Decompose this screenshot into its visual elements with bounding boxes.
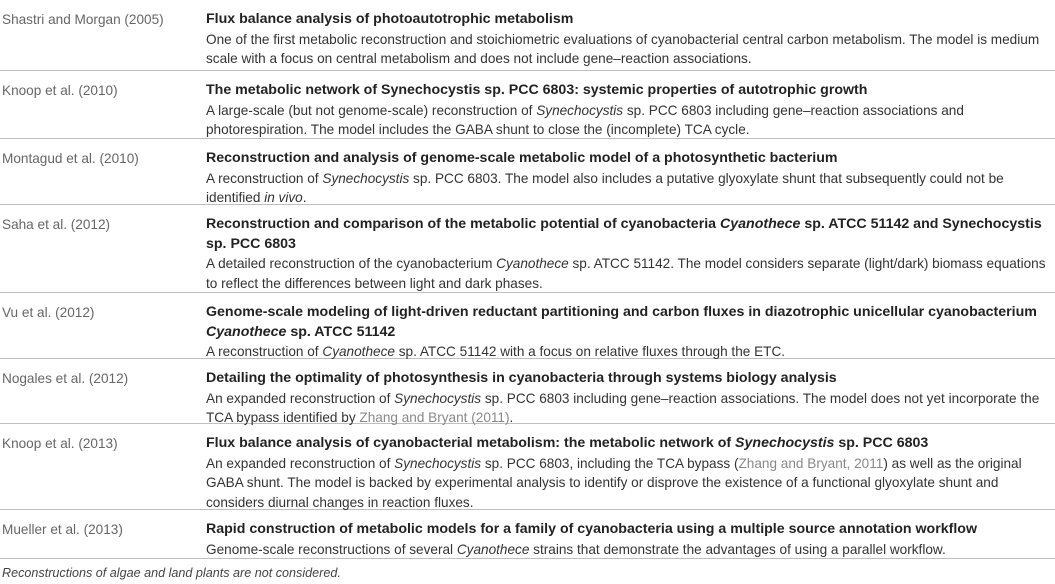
row-content — [206, 71, 1055, 138]
table-footnote: Reconstructions of algae and land plants are not considered. — [2, 566, 341, 580]
table-row — [0, 205, 1055, 293]
italic-term: Synechocystis — [322, 170, 410, 186]
text-segment: strains that demonstrate the advantages of using a parallel workflow. — [529, 541, 946, 557]
text-segment: sp. PCC 6803. The model also includes a putative glyoxylate shunt that subsequently could not be identified — [206, 170, 1004, 205]
row-citation: Knoop et al. (2013) — [2, 436, 118, 451]
text-segment: A large-scale (but not genome-scale) reconstruction of — [206, 102, 537, 118]
italic-term: Cyanothece — [206, 323, 287, 340]
row-description — [206, 454, 1051, 513]
italic-term: in vivo — [264, 190, 303, 205]
row-content — [206, 205, 1055, 292]
row-title — [206, 10, 1051, 30]
row-description — [206, 389, 1051, 428]
text-segment: Reconstruction and comparison of the metabolic potential of cyanobacteria — [206, 216, 720, 232]
text-segment: sp. ATCC 51142 and Synechocystis sp. PCC 6803 — [206, 216, 1042, 252]
text-segment: A detailed reconstruction of the cyanobacterium — [206, 256, 497, 271]
text-segment: sp. ATCC 51142 with a focus on relative fluxes through the ETC. — [394, 344, 786, 359]
text-segment: A reconstruction of — [206, 170, 323, 186]
italic-term: Synechocystis — [394, 455, 482, 471]
row-description — [206, 30, 1051, 69]
text-segment: sp. ATCC 51142. The model considers separate (light/dark) biomass equations to reflect the differences between light and dark phases. — [206, 256, 1046, 291]
italic-term: Synechocystis — [394, 390, 482, 406]
row-title — [206, 434, 1051, 454]
italic-term: Cyanothece — [496, 256, 569, 271]
text-segment: sp. PCC 6803 including gene–reaction associations and photorespiration. The model includes the GABA shunt to close the (incomplete) TCA cycle. — [206, 102, 964, 137]
row-title — [206, 81, 1051, 101]
italic-term: Cyanothece — [322, 344, 395, 359]
table-row — [0, 424, 1055, 510]
row-citation: Mueller et al. (2013) — [2, 522, 123, 537]
row-title — [206, 520, 1051, 540]
text-segment: Rapid construction of metabolic models for a family of cyanobacteria using a multiple source annotation workflow — [206, 521, 977, 537]
table-row — [0, 293, 1055, 359]
text-segment: An expanded reconstruction of — [206, 455, 395, 471]
reference-link[interactable]: Zhang and Bryant (2011) — [359, 410, 510, 425]
row-content — [206, 293, 1055, 358]
text-segment: sp. PCC 6803 including gene–reaction associations. The model does not yet incorporate the TCA bypass identified by — [206, 390, 1040, 425]
row-content — [206, 139, 1055, 204]
text-segment: Reconstruction and analysis of genome-scale metabolic model of a photosynthetic bacterium — [206, 150, 838, 166]
italic-term: Synechocystis — [735, 435, 835, 451]
row-title — [206, 149, 1051, 169]
italic-term: Cyanothece — [720, 216, 801, 232]
text-segment: Genome-scale reconstructions of several — [206, 541, 457, 557]
text-segment: Flux balance analysis of cyanobacterial metabolism: the metabolic network of — [206, 435, 736, 451]
row-citation: Knoop et al. (2010) — [2, 83, 118, 98]
text-segment: Detailing the optimality of photosynthesis in cyanobacteria through systems biology analysis — [206, 370, 837, 386]
text-segment: One of the first metabolic reconstruction and stoichiometric evaluations of cyanobacterial central carbon metabolism. The model is medium scale with a focus on central metabolism and does not include gene–reaction associations. — [206, 31, 1040, 66]
text-segment: Flux balance analysis of photoautotrophic metabolism — [206, 11, 574, 27]
text-segment: . — [509, 410, 514, 425]
text-segment: The metabolic network of Synechocystis sp. PCC 6803: systemic properties of autotrophic growth — [206, 82, 868, 98]
text-segment: An expanded reconstruction of — [206, 390, 395, 406]
reference-link[interactable]: Zhang and Bryant, 2011 — [738, 455, 884, 471]
text-segment: sp. PCC 6803, including the TCA bypass ( — [481, 455, 739, 471]
row-content — [206, 510, 1055, 558]
table-row — [0, 359, 1055, 424]
row-title — [206, 369, 1051, 389]
row-description — [206, 254, 1051, 293]
row-citation: Saha et al. (2012) — [2, 217, 111, 232]
row-description — [206, 540, 1051, 560]
text-segment: sp. PCC 6803 — [834, 435, 929, 451]
row-citation: Nogales et al. (2012) — [2, 371, 129, 386]
italic-term: Synechocystis — [536, 102, 624, 118]
table-row — [0, 139, 1055, 205]
text-segment: . — [302, 190, 307, 205]
row-title — [206, 303, 1051, 342]
text-segment: Genome-scale modeling of light-driven reductant partitioning and carbon fluxes in diazotrophic unicellular cyanobacterium — [206, 304, 1037, 320]
text-segment: A reconstruction of — [206, 344, 323, 359]
row-title — [206, 215, 1051, 254]
row-citation: Vu et al. (2012) — [2, 305, 95, 320]
italic-term: Cyanothece — [456, 541, 530, 557]
row-citation: Montagud et al. (2010) — [2, 151, 139, 166]
text-segment: ) as well as the original GABA shunt. The model is backed by experimental analysis to identify or disprove the existence of a functional glyoxylate shunt and considers diurnal changes in reaction fluxes. — [206, 455, 1022, 510]
row-content — [206, 359, 1055, 423]
row-content — [206, 424, 1055, 509]
row-description — [206, 101, 1051, 140]
row-content — [206, 0, 1055, 70]
table-row — [0, 0, 1055, 71]
text-segment: sp. ATCC 51142 — [286, 323, 396, 340]
row-description — [206, 169, 1051, 208]
table-row — [0, 71, 1055, 139]
table-row — [0, 510, 1055, 559]
row-citation: Shastri and Morgan (2005) — [2, 12, 164, 27]
